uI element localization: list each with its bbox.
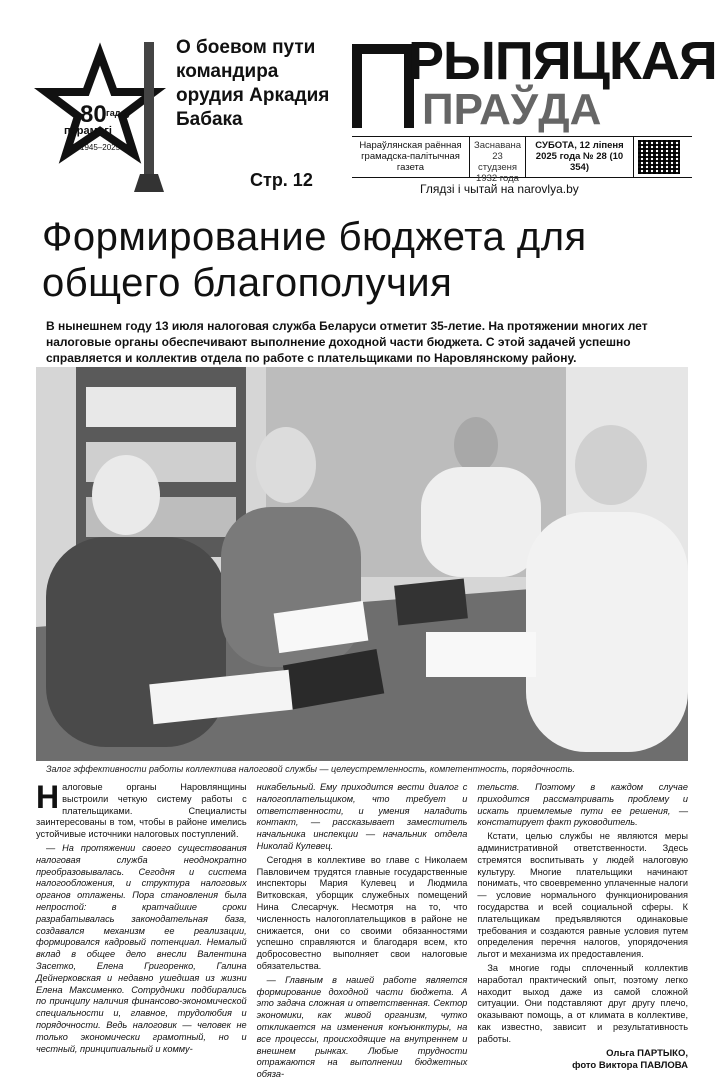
issue-date-number: СУБОТА, 12 ліпеня 2025 года № 28 (10 354) (526, 137, 634, 177)
photo-credit: фото Виктора ПАВЛОВА (572, 1059, 689, 1071)
title-line-1: РЫПЯЦКАЯ (408, 31, 717, 91)
qr-code-icon (638, 140, 680, 174)
body-paragraph: За многие годы сплоченный коллектив наработал практический опыт, поэтому легко находит выход даже из самой сложной ситуации. Они подставляют друг другу плечо, оказывают помощь, а от климата в коллективе, как известно, зависит и результативность работы. (477, 962, 689, 1044)
website-line[interactable]: Глядзі і чытай на narovlya.by (420, 182, 579, 196)
body-column-2 (256, 782, 468, 1080)
paper-description: Нараўлянская раённая грамадска-палітычная газета (352, 137, 470, 177)
author-signature: Ольга ПАРТЫКО, (606, 1047, 689, 1059)
photo-caption: Залог эффективности работы коллектива налоговой службы — целеустремленность, компетентность, порядочность. (46, 764, 575, 774)
article-body (36, 779, 689, 1080)
masthead-info-row (352, 136, 692, 184)
body-paragraph: Кстати, целью службы не являются меры административной ответственности. Здесь стремятся воспитывать у людей налоговую культуру. Многие плательщики начинают понимать, что своевременно уплаченные налоги — условие нормального функционирования государства и всей социальной сферы. К плательщикам предъявляются одинаковые требования и создаются равные условия путем определения перечня налогов, упорядочения льгот и механизма их предоставления. (477, 831, 689, 960)
teaser-headline[interactable]: О боевом пути командира орудия Аркадия Бабака (176, 37, 330, 130)
qr-code[interactable] (634, 137, 692, 177)
article-photo (36, 367, 688, 761)
newspaper-title (352, 31, 717, 134)
body-paragraph: Сегодня в коллективе во главе с Николаем Павловичем трудятся главные государственные инспекторы Мария Кулевец и Людмила Витковская, уборщик служебных помещений Нина Слесарчук. Несмотря на то, что численность налогоплательщиков в районе не снижается, они со своими обязанностями успешно справляются и благодаря всем, кто добросовестно выполняет свои налоговые обязательства. (256, 854, 468, 971)
victory-80-emblem (30, 34, 170, 194)
body-paragraph: тельств. Поэтому в каждом случае приходится рассматривать проблему и искать приемлемые пути ее решения, — констатирует факт руководитель. (477, 782, 689, 828)
teaser-page-ref[interactable]: Стр. 12 (250, 170, 313, 190)
article-headline: Формирование бюджета для общего благополучия (42, 215, 587, 305)
founded-date: Заснавана 23 студзеня 1932 года (470, 137, 526, 177)
body-column-3 (477, 782, 689, 1071)
title-letter-p-frame (352, 44, 414, 128)
svg-text:перамогі: перамогі (64, 125, 112, 137)
body-column-1: Налоговые органы Наровлянщины выстроили четкую систему работы с плательщиками. Специалисты заинтересованы в том, чтобы в районе имелись устойчивые источники налоговых поступлений. — На протяжении своего существования налоговая служба неоднократно преобразовывалась. Сегодня и система налогообложения, и структура налоговых органов отлажены. Пора становления была непростой: в кратчайшие сроки разрабатывалась законодательная база, создавался механизм ее реализации, формировался кадровый потенциал. Немалый вклад в общее дело внесли Валентина Засетко, Елена Григоренко, Галина Дейнерковская и недавно ушедшая из жизни Елена Максименко. Сотрудники подбирались по принципу наличия финансово-экономической специальности и, главное, трудолюбия и порядочности. Ведь налоговик — человек не только экономически грамотный, но и честный, принципиальный и комму- (36, 779, 247, 1054)
body-paragraph: — Главным в нашей работе является формирование доходной части бюджета. А это задача сложная и ответственная. Сектор экономики, как живой организм, чутко откликается на изменения конъюнктуры, на все процессы, происходящие на внутреннем и внешнем рынках. Любые трудности отражаются на выполнении бюджетных обяза- (256, 974, 468, 1080)
svg-text:гадоў: гадоў (106, 108, 131, 118)
drop-cap: Н (36, 779, 60, 815)
title-line-2: ПРАЎДА (422, 85, 602, 134)
article-lead: В нынешнем году 13 июля налоговая служба Беларуси отметит 35-летие. На протяжении многих лет налоговые органы обеспечивают выполнение доходной части бюджета. С этой задачей успешно справляется и коллектив отдела по работе с плательщиками по Наровлянскому району. (46, 319, 648, 365)
svg-text:1945–2025: 1945–2025 (80, 143, 121, 152)
body-paragraph: — На протяжении своего существования налоговая служба неоднократно преобразовывалась. Сегодня и система налогообложения, и структура налоговых органов отлажены. Пора становления была непростой: в кратчайшие сроки разрабатывалась законодательная база, создавался механизм ее реализации, формировался кадровый потенциал. Немалый вклад в общее дело внесли Валентина Засетко, Елена Григоренко, Галина Дейнерковская и недавно ушедшая из жизни Елена Максименко. Сотрудники подбирались по принципу наличия финансово-экономической специальности и, главное, трудолюбия и порядочности. Ведь налоговик — человек не только экономически грамотный, но и честный, принципиальный и комму- (36, 842, 247, 1054)
emblem-number: 80 (80, 101, 107, 128)
body-paragraph: никабельный. Ему приходится вести диалог с налогоплательщиком, что требует и ответственности, и умения наладить контакт, — рассказывает заместитель начальника инспекции — начальник отдела Николай Кулевец. (256, 782, 468, 851)
